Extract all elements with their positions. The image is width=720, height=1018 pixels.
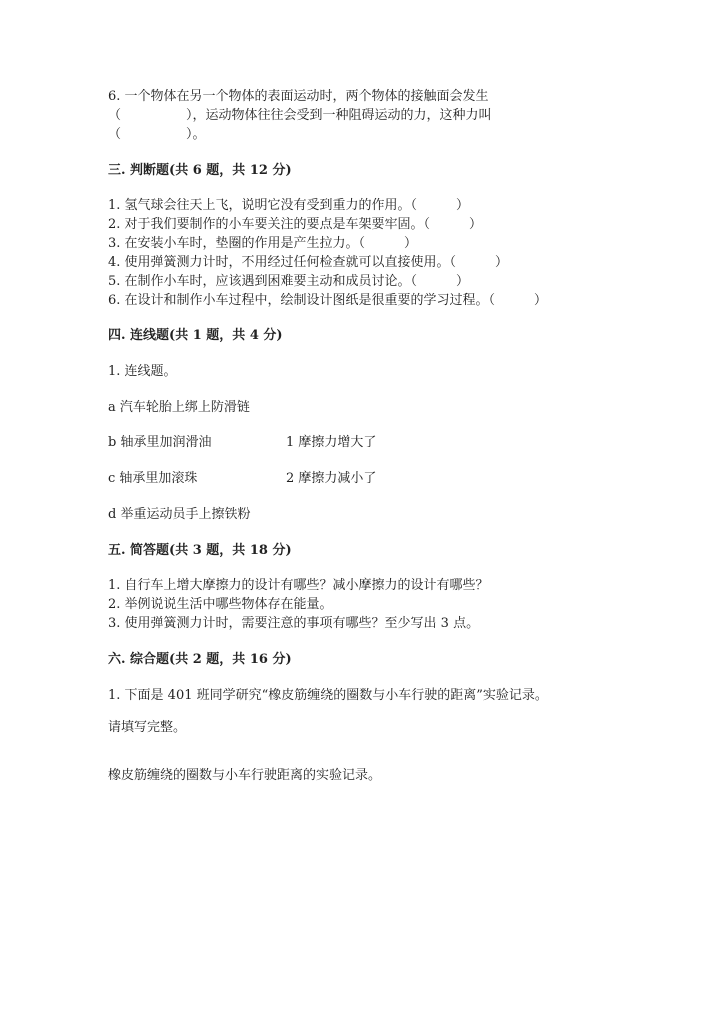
short-answer-item-3: 3. 使用弹簧测力计时，需要注意的事项有哪些？至少写出 3 点。 <box>108 616 480 631</box>
judge-item-6: 6. 在设计和制作小车过程中，绘制设计图纸是很重要的学习过程。（ ） <box>108 293 548 308</box>
section-6-heading: 六. 综合题(共 2 题，共 16 分) <box>108 652 292 667</box>
matching-right-1: 1 摩擦力增大了 <box>286 435 377 450</box>
judge-item-5: 5. 在制作小车时，应该遇到困难要主动和成员讨论。（ ） <box>108 274 470 289</box>
matching-right-2: 2 摩擦力减小了 <box>286 471 377 486</box>
judge-item-2: 2. 对于我们要制作的小车要关注的要点是车架要牢固。（ ） <box>108 217 483 232</box>
judge-item-4: 4. 使用弹簧测力计时，不用经过任何检查就可以直接使用。（ ） <box>108 255 509 270</box>
section-5-heading: 五. 简答题(共 3 题，共 18 分) <box>108 543 292 558</box>
q6-fill-line-2: （ ），运动物体往往会受到一种阻碍运动的力，这种力叫 <box>108 108 492 123</box>
matching-left-b: b 轴承里加润滑油 <box>108 435 212 450</box>
comprehensive-question-1: 1. 下面是 401 班同学研究“橡皮筋缠绕的圈数与小车行驶的距离”实验记录。 <box>108 688 548 703</box>
matching-left-c: c 轴承里加滚珠 <box>108 471 198 486</box>
q6-fill-line-1: 6. 一个物体在另一个物体的表面运动时，两个物体的接触面会发生 <box>108 89 489 104</box>
matching-left-d: d 举重运动员手上擦铁粉 <box>108 507 251 522</box>
matching-left-a: a 汽车轮胎上绑上防滑链 <box>108 400 250 415</box>
judge-item-1: 1. 氢气球会往天上飞，说明它没有受到重力的作用。（ ） <box>108 198 470 213</box>
matching-question: 1. 连线题。 <box>108 364 177 379</box>
short-answer-item-1: 1. 自行车上增大摩擦力的设计有哪些？减小摩擦力的设计有哪些？ <box>108 578 489 593</box>
judge-item-3: 3. 在安装小车时，垫圈的作用是产生拉力。（ ） <box>108 236 418 251</box>
q6-fill-line-3: （ ）。 <box>108 127 206 142</box>
section-3-heading: 三. 判断题(共 6 题，共 12 分) <box>108 163 292 178</box>
short-answer-item-2: 2. 举例说说生活中哪些物体存在能量。 <box>108 597 333 612</box>
comprehensive-instruction: 请填写完整。 <box>108 720 187 735</box>
section-4-heading: 四. 连线题(共 1 题，共 4 分) <box>108 328 283 343</box>
experiment-table-caption: 橡皮筋缠绕的圈数与小车行驶距离的实验记录。 <box>108 768 382 783</box>
